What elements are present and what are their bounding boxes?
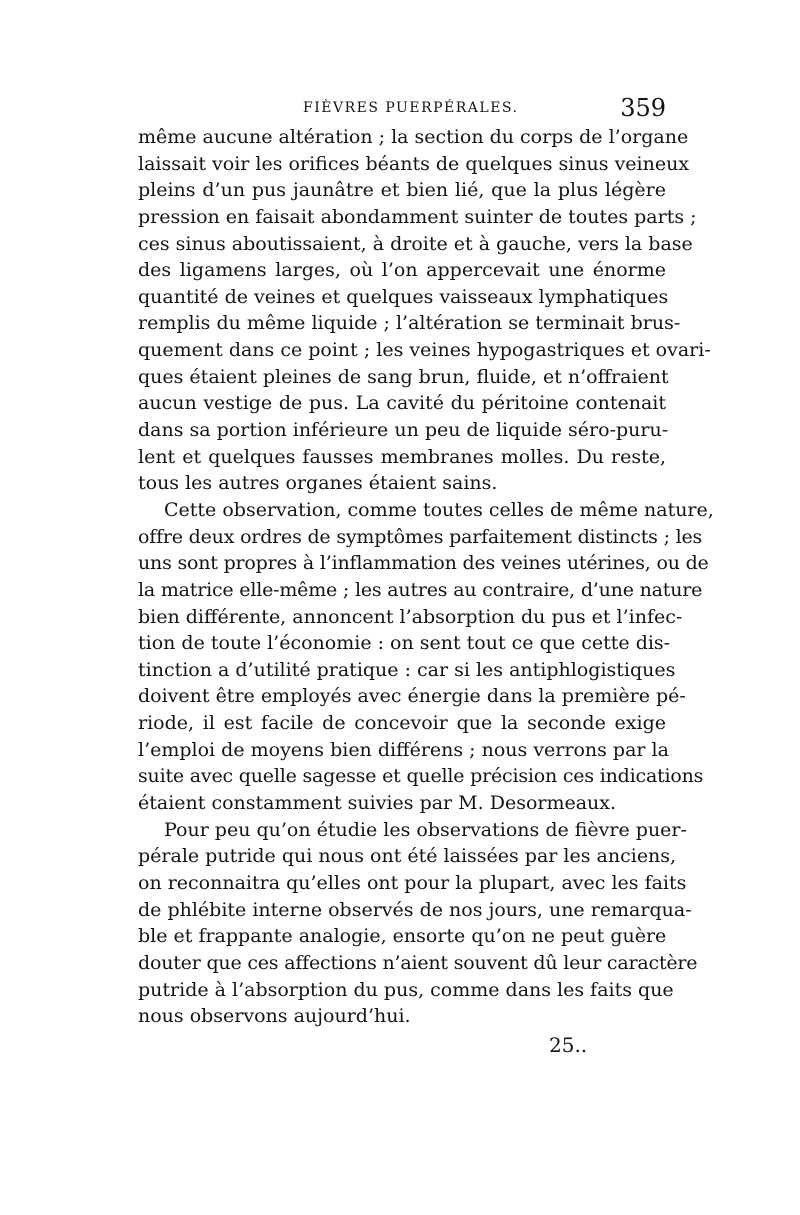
text-line: pleins d’un pus jaunâtre et bien lié, que la plus légère xyxy=(138,179,666,202)
text-line: quement dans ce point ; les veines hypogastriques et ovari- xyxy=(138,339,711,362)
text-line: laissait voir les orifices béants de quelques sinus veineux xyxy=(138,152,690,175)
running-head xyxy=(138,94,666,124)
text-line: dans sa portion inférieure un peu de liquide séro-puru- xyxy=(138,419,669,442)
text-line: tion de toute l’économie : on sent tout ce que cette dis- xyxy=(138,632,671,655)
text-line: tous les autres organes étaient sains. xyxy=(138,472,498,495)
text-line: nous observons aujourd’hui. xyxy=(138,1005,411,1028)
paragraph-start: Cette observation, comme toutes celles de même nature, xyxy=(164,498,714,521)
text-line: putride à l’absorption du pus, comme dans les faits que xyxy=(138,978,674,1001)
text-line: bien différente, annoncent l’absorption du pus et l’infec- xyxy=(138,605,683,628)
text-line: riode, il est facile de concevoir que la seconde exige xyxy=(138,712,666,735)
text-line: ces sinus aboutissaient, à droite et à gauche, vers la base xyxy=(138,232,693,255)
text-line: pression en faisait abondamment suinter de toutes parts ; xyxy=(138,205,697,228)
text-line: on reconnaitra qu’elles ont pour la plupart, avec les faits xyxy=(138,871,687,894)
page-number: 359 xyxy=(620,94,666,122)
text-line: même aucune altération ; la section du corps de l’organe xyxy=(138,126,689,148)
text-line: quantité de veines et quelques vaisseaux lymphatiques xyxy=(138,285,669,308)
text-line: étaient constamment suivies par M. Desormeaux. xyxy=(138,792,617,815)
text-line: douter que ces affections n’aient souvent dû leur caractère xyxy=(138,951,698,974)
text-line: des ligamens larges, où l’on appercevait une énorme xyxy=(138,259,666,282)
text-line: de phlébite interne observés de nos jours, une remarqua- xyxy=(138,898,692,921)
text-line: uns sont propres à l’inflammation des veines utérines, ou de xyxy=(138,552,709,575)
text-line: offre deux ordres de symptômes parfaitement distincts ; les xyxy=(138,525,703,548)
text-line: aucun vestige de pus. La cavité du péritoine contenait xyxy=(138,392,666,415)
text-line: l’emploi de moyens bien différens ; nous verrons par la xyxy=(138,738,669,761)
paragraph-start: Pour peu qu’on étudie les observations de fièvre puer- xyxy=(164,818,687,841)
signature-mark: 25.. xyxy=(549,1033,588,1057)
text-line: remplis du même liquide ; l’altération se terminait brus- xyxy=(138,312,681,335)
text-line: pérale putride qui nous ont été laissées par les anciens, xyxy=(138,845,677,868)
running-title: FIÈVRES PUERPÉRALES. xyxy=(303,100,519,116)
body-text xyxy=(138,124,714,1030)
text-line: lent et quelques fausses membranes molles. Du reste, xyxy=(138,445,666,468)
text-line: suite avec quelle sagesse et quelle précision ces indications xyxy=(138,765,704,788)
text-line: tinction a d’utilité pratique : car si les antiphlogistiques xyxy=(138,658,676,681)
text-line: doivent être employés avec énergie dans la première pé- xyxy=(138,685,686,708)
text-line: la matrice elle-même ; les autres au contraire, d’une nature xyxy=(138,578,703,601)
text-line: ble et frappante analogie, ensorte qu’on ne peut guère xyxy=(138,925,667,948)
text-line: ques étaient pleines de sang brun, fluide, et n’offraient xyxy=(138,365,669,388)
